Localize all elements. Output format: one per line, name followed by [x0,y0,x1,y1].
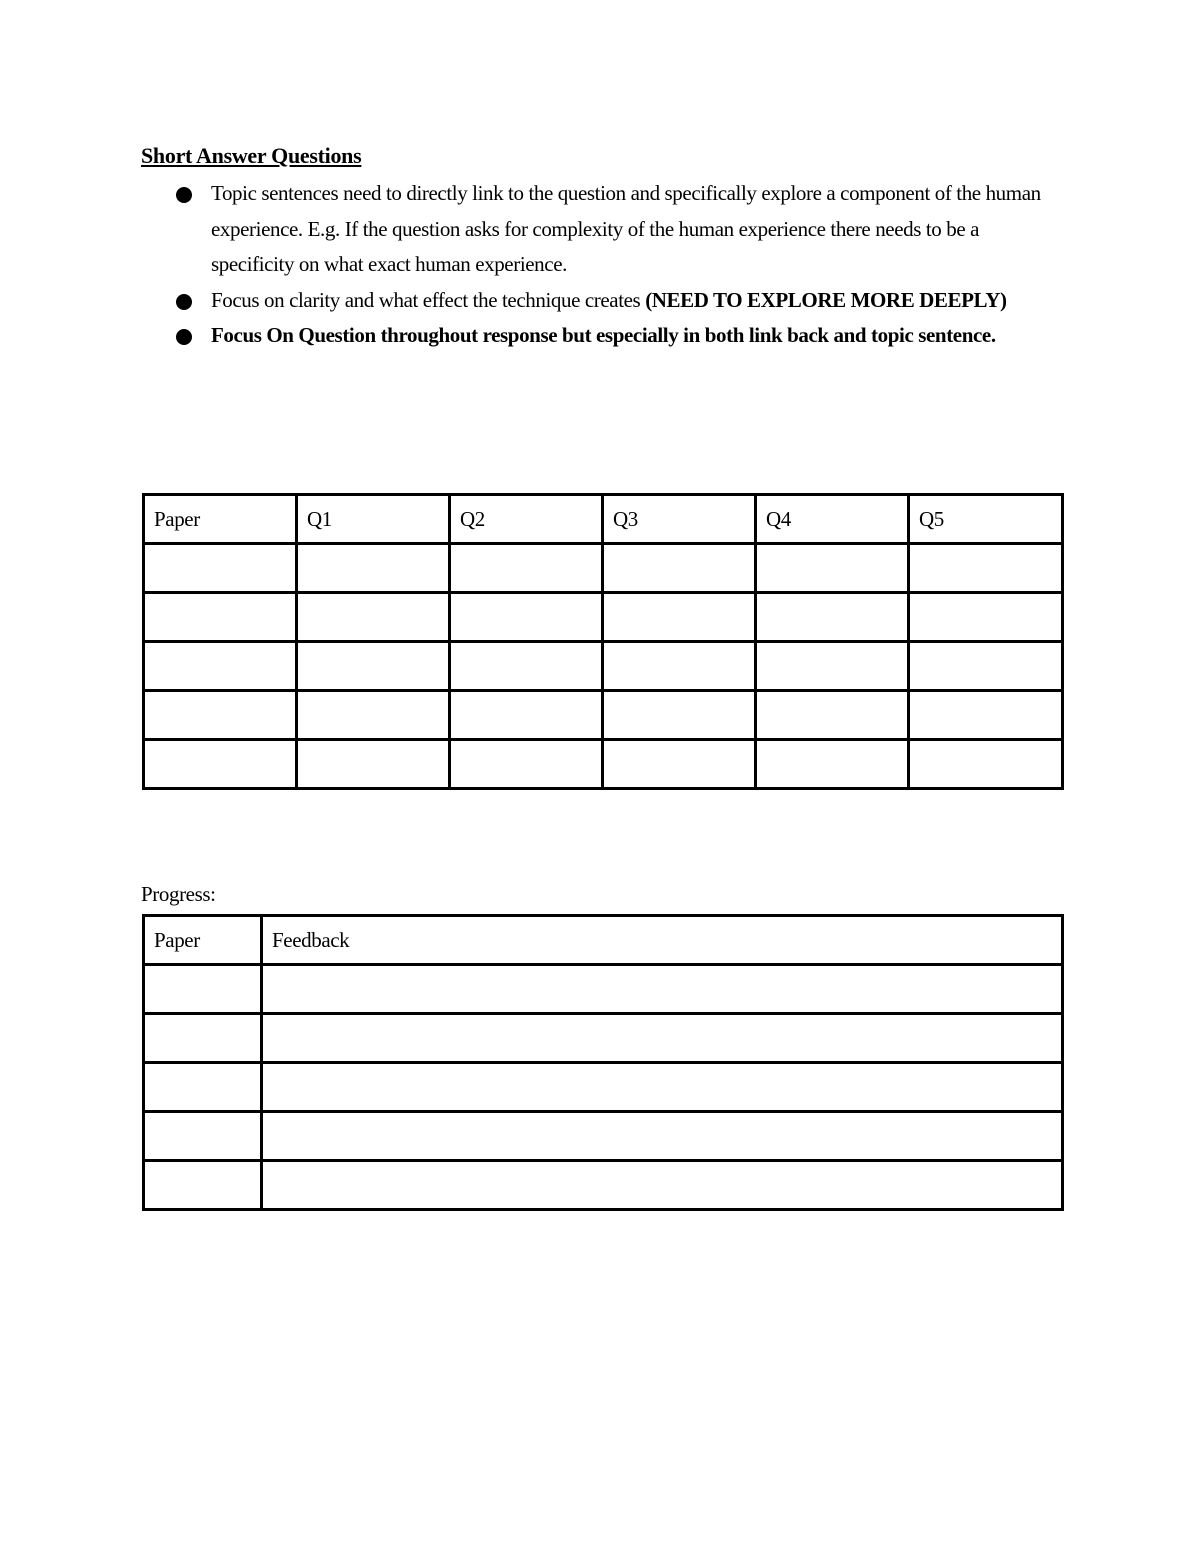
header-cell: Q5 [909,495,1063,544]
table-cell[interactable] [909,691,1063,740]
table-row [144,1063,1063,1112]
table-cell[interactable] [144,1063,262,1112]
table-cell[interactable] [909,544,1063,593]
note-bold-text: (NEED TO EXPLORE MORE DEEPLY) [645,287,1007,312]
table-cell[interactable] [756,593,909,642]
table-header-row [144,495,1063,544]
progress-table [142,914,1064,1211]
table-cell[interactable] [297,642,450,691]
table-cell[interactable] [297,740,450,789]
table-cell[interactable] [756,740,909,789]
table-row [144,642,1063,691]
header-cell: Paper [144,495,297,544]
header-cell: Feedback [262,916,1063,965]
table-cell[interactable] [144,1161,262,1210]
table-cell[interactable] [756,642,909,691]
table-cell[interactable] [144,740,297,789]
bullet-icon [176,187,192,203]
table-cell[interactable] [144,1112,262,1161]
table-cell[interactable] [262,1063,1063,1112]
table-row [144,1112,1063,1161]
table-cell[interactable] [262,1014,1063,1063]
table-cell[interactable] [450,593,603,642]
note-text: Focus on clarity and what effect the technique creates [211,287,646,312]
note-text: Topic sentences need to directly link to the question and specifically explore a component of the human experience. E.g. If the question asks for complexity of the human experience there needs to be a specificity on what exact human experience. [211,181,1041,276]
table-cell[interactable] [603,740,756,789]
table-cell[interactable] [144,593,297,642]
table-row [144,691,1063,740]
table-row [144,1161,1063,1210]
table-cell[interactable] [262,965,1063,1014]
progress-label: Progress: [141,882,216,906]
bullet-icon [176,294,192,310]
table-cell[interactable] [603,691,756,740]
table-cell[interactable] [144,965,262,1014]
table-cell[interactable] [262,1112,1063,1161]
header-cell: Q1 [297,495,450,544]
notes-list [211,176,1061,354]
header-cell: Q4 [756,495,909,544]
bullet-icon [176,329,192,345]
table-cell[interactable] [450,642,603,691]
table-row [144,965,1063,1014]
table-cell[interactable] [297,544,450,593]
table-cell[interactable] [909,642,1063,691]
header-cell: Q3 [603,495,756,544]
table-cell[interactable] [603,593,756,642]
table-cell[interactable] [144,691,297,740]
table-cell[interactable] [603,642,756,691]
table-cell[interactable] [144,642,297,691]
header-cell: Paper [144,916,262,965]
table-cell[interactable] [297,691,450,740]
header-cell: Q2 [450,495,603,544]
table-cell[interactable] [262,1161,1063,1210]
table-cell[interactable] [144,544,297,593]
table-cell[interactable] [603,544,756,593]
table-cell[interactable] [909,740,1063,789]
table-cell[interactable] [450,544,603,593]
table-row [144,544,1063,593]
table-cell[interactable] [756,544,909,593]
table-row [144,593,1063,642]
list-item [211,176,1061,283]
table-cell[interactable] [909,593,1063,642]
table-cell[interactable] [756,691,909,740]
table-cell[interactable] [297,593,450,642]
note-bold-text: Focus On Question throughout response but especially in both link back and topic sentence. [211,323,996,347]
scores-table [142,493,1064,790]
page-title: Short Answer Questions [141,143,362,168]
table-header-row [144,916,1063,965]
table-cell[interactable] [450,740,603,789]
table-row [144,740,1063,789]
table-row [144,1014,1063,1063]
table-cell[interactable] [144,1014,262,1063]
list-item [211,318,1061,354]
list-item [211,283,1061,319]
table-cell[interactable] [450,691,603,740]
